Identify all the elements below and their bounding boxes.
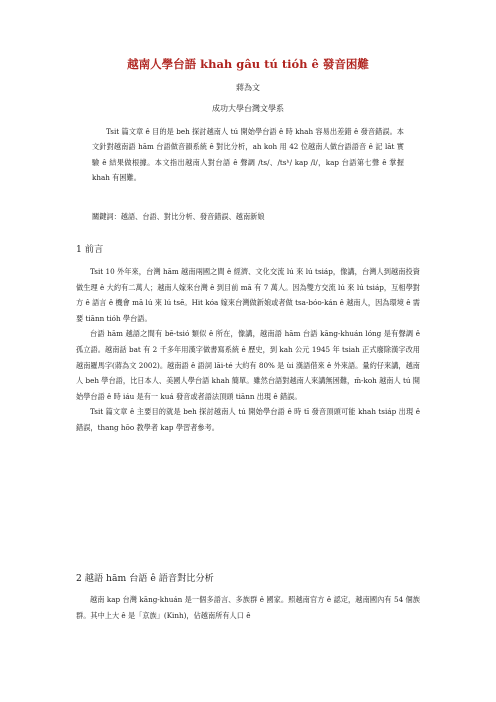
paragraph: 台語 hām 越語之間有 bē-tsió 類似 ê 所在，像講，越南語 hām 台語 kāng-khuán lóng 是有聲調 ê 孤立語。越南話 bat 有 2 千多年用漢字做書寫系統 ê 歷史，到 kah 公元 1945 年 tsiah 正式廢除漢字改用越南羅馬字(蔣為文 2002)。越南語 ê 語詞 lāi-té 大約有 80% 是 ùi 漢語借來 ê 外來語。量約仔來講，越南人 beh 學台語，比日本人、美國人學台語 khah 簡單。雖然台語對越南人來講無困難，m̄-koh 越南人 tú 開始學台語 ê 時 iáu 是有一 kuá 發音或者語法頂頭 tiānn 出現 ê 錯誤。 <box>76 329 420 401</box>
paragraph: 越南 kap 台灣 kāng-khuán 是一個多語言、多族群 ê 國家。照越南官方 ê 認定，越南國內有 54 個族群。其中上大 ê 是「京族」(Kinh)，佔越南所有人口 ê <box>76 595 420 620</box>
keywords: 關鍵詞：越語、台語、對比分析、發音錯誤、越南新娘 <box>92 212 265 221</box>
section-heading-1: 1 前言 <box>76 244 104 255</box>
section-1-body <box>76 264 420 436</box>
author-affiliation: 成功大學台灣文學系 <box>212 104 284 113</box>
section-heading-2: 2 越語 hām 台語 ê 語音對比分析 <box>76 573 214 584</box>
paper-title: 越南人學台語 khah gâu tú tióh ê 發音困難 <box>127 57 369 71</box>
paragraph: Tsit 篇文章 ê 主要目的就是 beh 探討越南人 tú 開始學台語 ê 時 tī 發音頂頭可能 khah tsiáp 出現 ê 錯誤，thang hōo 教學者 kap 學習者參考。 <box>76 407 420 432</box>
abstract <box>92 124 404 186</box>
section-2-body <box>76 592 420 623</box>
paragraph: Tsit 10 外年來，台灣 hām 越南兩國之間 ê 經濟、文化交流 lú 來 lú tsiáp，像講，台灣人到越南投資做生理 ê 大約有二萬人；越南人嫁來台灣 ê 到目前 mā 有 7 萬人。因為雙方交流 lú 來 lú tsiáp，互相學對方 ê 語言 ê 機會 mā lú 來 lú tsē。Hit kóa 嫁來台灣做新娘或者做 tsa-bóo-kán ê 越南人，因為環境 ê 需要 tiānn tióh 學台語。 <box>76 267 420 323</box>
abstract-text: Tsit 篇文章 ê 目的是 beh 探討越南人 tú 開始學台語 ê 時 khah 容易出差錯 ê 發音錯誤。本文針對越南語 hām 台語做音韻系統 ê 對比分析，ah koh 用 42 位越南人做台語語音 ê 記 lāt 實驗 ê 結果做根據。本文指出越南人對台語 ê 聲調 /ts/、/tsʰ/ kap /l/，kap 台語第七聲 ê 掌握 khah 有困難。 <box>92 127 404 183</box>
author-name: 蔣為文 <box>236 83 260 92</box>
